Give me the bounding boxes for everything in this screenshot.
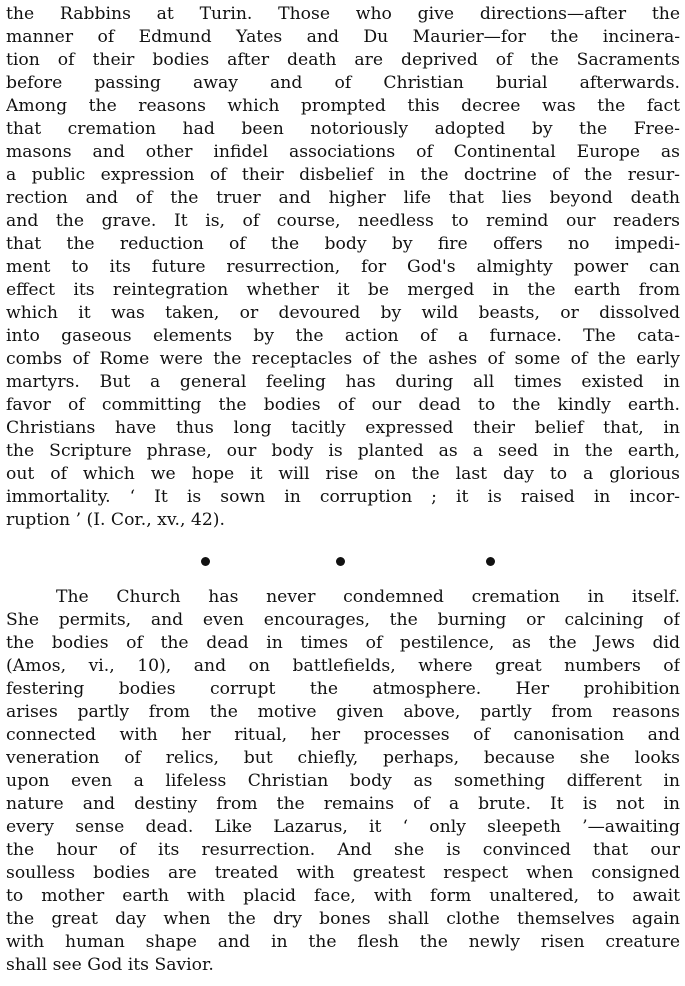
paragraph-line: masons and other infidel associations of Continental Europe as	[6, 142, 680, 162]
paragraph-line: Christians have thus long tacitly expressed their belief that, in	[6, 418, 680, 438]
paragraph-line: shall see God its Savior.	[6, 955, 214, 975]
paragraph-line: connected with her ritual, her processes of canonisation and	[6, 725, 680, 745]
paragraph-line: festering bodies corrupt the atmosphere. Her prohibition	[6, 679, 680, 699]
paragraph-line: a public expression of their disbelief in the doctrine of the resur-	[6, 165, 680, 185]
paragraph-line: soulless bodies are treated with greatest respect when consigned	[6, 863, 680, 883]
paragraph-line: upon even a lifeless Christian body as something different in	[6, 771, 680, 791]
paragraph-line: the Rabbins at Turin. Those who give directions—after the	[6, 4, 680, 24]
paragraph-line: She permits, and even encourages, the burning or calcining of	[6, 610, 680, 630]
paragraph-line: to mother earth with placid face, with form unaltered, to await	[6, 886, 680, 906]
paragraph-line: manner of Edmund Yates and Du Maurier—for the incinera-	[6, 27, 680, 47]
paragraph-line: that cremation had been notoriously adopted by the Free-	[6, 119, 680, 139]
paragraph-line: ruption ’ (I. Cor., xv., 42).	[6, 510, 225, 530]
paragraph-line: The Church has never condemned cremation in itself.	[56, 587, 680, 607]
paragraph-line: effect its reintegration whether it be merged in the earth from	[6, 280, 680, 300]
separator-dot	[336, 557, 345, 566]
separator-dot	[201, 557, 210, 566]
paragraph-line: combs of Rome were the receptacles of the ashes of some of the early	[6, 349, 680, 369]
paragraph-line: the hour of its resurrection. And she is convinced that our	[6, 840, 680, 860]
paragraph-line: rection and of the truer and higher life that lies beyond death	[6, 188, 680, 208]
paragraph-line: tion of their bodies after death are deprived of the Sacraments	[6, 50, 680, 70]
paragraph-line: ment to its future resurrection, for God's almighty power can	[6, 257, 680, 277]
paragraph-line: Among the reasons which prompted this decree was the fact	[6, 96, 680, 116]
paragraph-line: out of which we hope it will rise on the last day to a glorious	[6, 464, 680, 484]
paragraph-line: before passing away and of Christian burial afterwards.	[6, 73, 680, 93]
paragraph-line: with human shape and in the flesh the newly risen creature	[6, 932, 680, 952]
paragraph-line: veneration of relics, but chiefly, perhaps, because she looks	[6, 748, 680, 768]
paragraph-line: into gaseous elements by the action of a furnace. The cata-	[6, 326, 680, 346]
paragraph-line: martyrs. But a general feeling has during all times existed in	[6, 372, 680, 392]
paragraph-line: arises partly from the motive given above, partly from reasons	[6, 702, 680, 722]
paragraph-line: and the grave. It is, of course, needless to remind our readers	[6, 211, 680, 231]
paragraph-line: (Amos, vi., 10), and on battlefields, where great numbers of	[6, 656, 680, 676]
paragraph-line: that the reduction of the body by fire offers no impedi-	[6, 234, 680, 254]
paragraph-line: the Scripture phrase, our body is planted as a seed in the earth,	[6, 441, 680, 461]
paragraph-line: favor of committing the bodies of our dead to the kindly earth.	[6, 395, 680, 415]
separator-dot	[486, 557, 495, 566]
paragraph-line: the bodies of the dead in times of pestilence, as the Jews did	[6, 633, 680, 653]
paragraph-line: which it was taken, or devoured by wild beasts, or dissolved	[6, 303, 680, 323]
paragraph-line: the great day when the dry bones shall clothe themselves again	[6, 909, 680, 929]
paragraph-line: nature and destiny from the remains of a brute. It is not in	[6, 794, 680, 814]
paragraph-line: immortality. ‘ It is sown in corruption ; it is raised in incor-	[6, 487, 680, 507]
paragraph-line: every sense dead. Like Lazarus, it ‘ only sleepeth ’—awaiting	[6, 817, 680, 837]
